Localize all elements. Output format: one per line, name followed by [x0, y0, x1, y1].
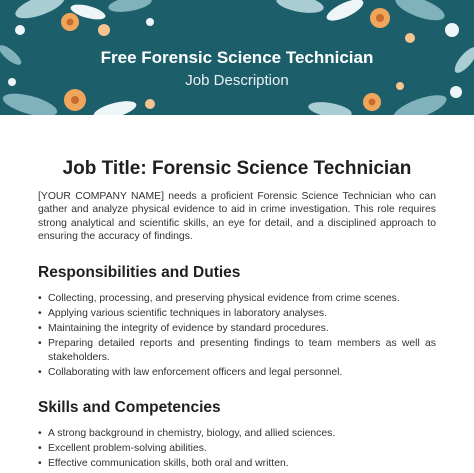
responsibilities-list: [38, 292, 436, 380]
intro-paragraph: [YOUR COMPANY NAME] needs a proficient Forensic Science Technician who can gather and analyze physical evidence to aid in crime investigation. This role requires strong analytical and scientific skills, an eye for detail, and a disciplined approach to ensuring the accuracy of findings.: [38, 191, 436, 243]
list-item: • A strong background in chemistry, biology, and allied sciences.: [38, 427, 436, 441]
section-title-skills: Skills and Competencies: [38, 399, 221, 417]
list-item: • Excellent problem-solving abilities.: [38, 442, 436, 456]
list-item: • Applying various scientific techniques in laboratory analyses.: [38, 307, 436, 321]
banner-title: Free Forensic Science Technician: [100, 48, 374, 67]
document-body: [38, 158, 436, 472]
banner-subtitle: Job Description: [185, 72, 289, 89]
list-item: • Collaborating with law enforcement officers and legal personnel.: [38, 366, 436, 380]
job-title: Job Title: Forensic Science Technician: [62, 158, 412, 179]
list-item: • Collecting, processing, and preserving physical evidence from crime scenes.: [38, 292, 436, 306]
header-banner: [0, 0, 474, 115]
list-item: • Maintaining the integrity of evidence by standard procedures.: [38, 322, 436, 336]
section-title-responsibilities: Responsibilities and Duties: [38, 263, 241, 281]
skills-list: [38, 427, 436, 471]
list-item: • Effective communication skills, both oral and written.: [38, 457, 436, 471]
list-item: • Preparing detailed reports and presenting findings to team members as well as stakeholders.: [38, 337, 436, 364]
